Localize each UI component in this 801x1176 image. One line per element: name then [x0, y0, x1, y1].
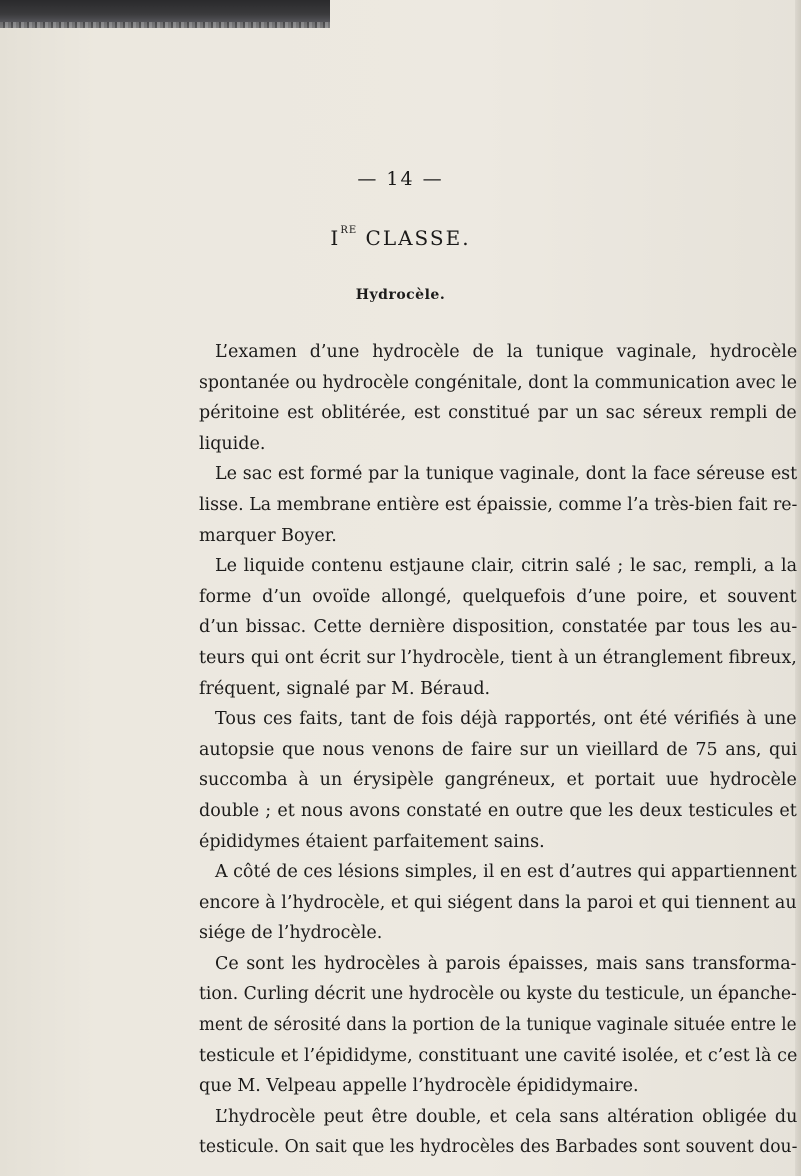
class-numeral: I — [330, 226, 341, 250]
class-superscript: RE — [340, 225, 358, 236]
text-line: lisse. La membrane entière est épaissie, comme l’a très-bien fait re- — [199, 494, 798, 515]
text-line: Ce sont les hydrocèles à parois épaisses, mais sans transforma- — [215, 953, 797, 974]
text-line: Le sac est formé par la tunique vaginale, dont la face séreuse est — [215, 464, 798, 485]
text-line: ment de sérosité dans la portion de la tunique vaginale située entre le — [199, 1015, 797, 1036]
text-line: spontanée ou hydrocèle congénitale, dont la communication avec le — [199, 372, 797, 393]
text-line: L’examen d’une hydrocèle de la tunique vaginale, hydrocèle — [215, 342, 798, 362]
text-line: Tous ces faits, tant de fois déjà rapportés, ont été vérifiés à une — [215, 709, 797, 730]
text-line: teurs qui ont écrit sur l’hydrocèle, tient à un étranglement fibreux, — [199, 647, 797, 668]
text-line: autopsie que nous venons de faire sur un vieillard de 75 ans, qui — [199, 739, 798, 760]
text-line: marquer Boyer. — [199, 525, 337, 546]
text-line: double ; et nous avons constaté en outre que les deux testicules et — [199, 800, 797, 821]
text-line: forme d’un ovoïde allongé, quelquefois d’une poire, et souvent — [199, 586, 797, 607]
text-line: Le liquide contenu estjaune clair, citrin salé ; le sac, rempli, a la — [215, 556, 798, 577]
class-word: CLASSE. — [365, 226, 471, 250]
text-line: A côté de ces lésions simples, il en est d’autres qui appartiennent — [214, 862, 797, 883]
binding-strip — [0, 0, 330, 28]
text-line: d’un bissac. Cette dernière disposition, constatée par tous les au- — [199, 617, 798, 638]
text-line: liquide. — [199, 433, 266, 454]
text-line: siége de l’hydrocèle. — [199, 923, 383, 944]
body-text — [199, 337, 799, 1163]
text-line: épididymes étaient parfaitement sains. — [199, 831, 545, 852]
text-line: succomba à un érysipèle gangréneux, et portait uue hydrocèle — [199, 770, 797, 791]
class-heading — [0, 226, 801, 250]
text-line: encore à l’hydrocèle, et qui siégent dans la paroi et qui tiennent au — [199, 892, 797, 913]
text-line: tion. Curling décrit une hydrocèle ou kyste du testicule, un épanche- — [199, 984, 797, 1005]
text-line: testicule et l’épididyme, constituant une cavité isolée, et c’est là ce — [199, 1045, 798, 1066]
section-title: Hydrocèle. — [355, 287, 446, 303]
text-line: L’hydrocèle peut être double, et cela sans altération obligée du — [215, 1106, 798, 1127]
page-number: — 14 — — [357, 168, 444, 190]
text-line: fréquent, signalé par M. Béraud. — [199, 678, 491, 699]
text-line: péritoine est oblitérée, est constitué par un sac séreux rempli de — [199, 403, 797, 424]
text-line: que M. Velpeau appelle l’hydrocèle épididymaire. — [199, 1076, 639, 1097]
text-line: testicule. On sait que les hydrocèles des Barbades sont souvent dou- — [199, 1137, 798, 1158]
